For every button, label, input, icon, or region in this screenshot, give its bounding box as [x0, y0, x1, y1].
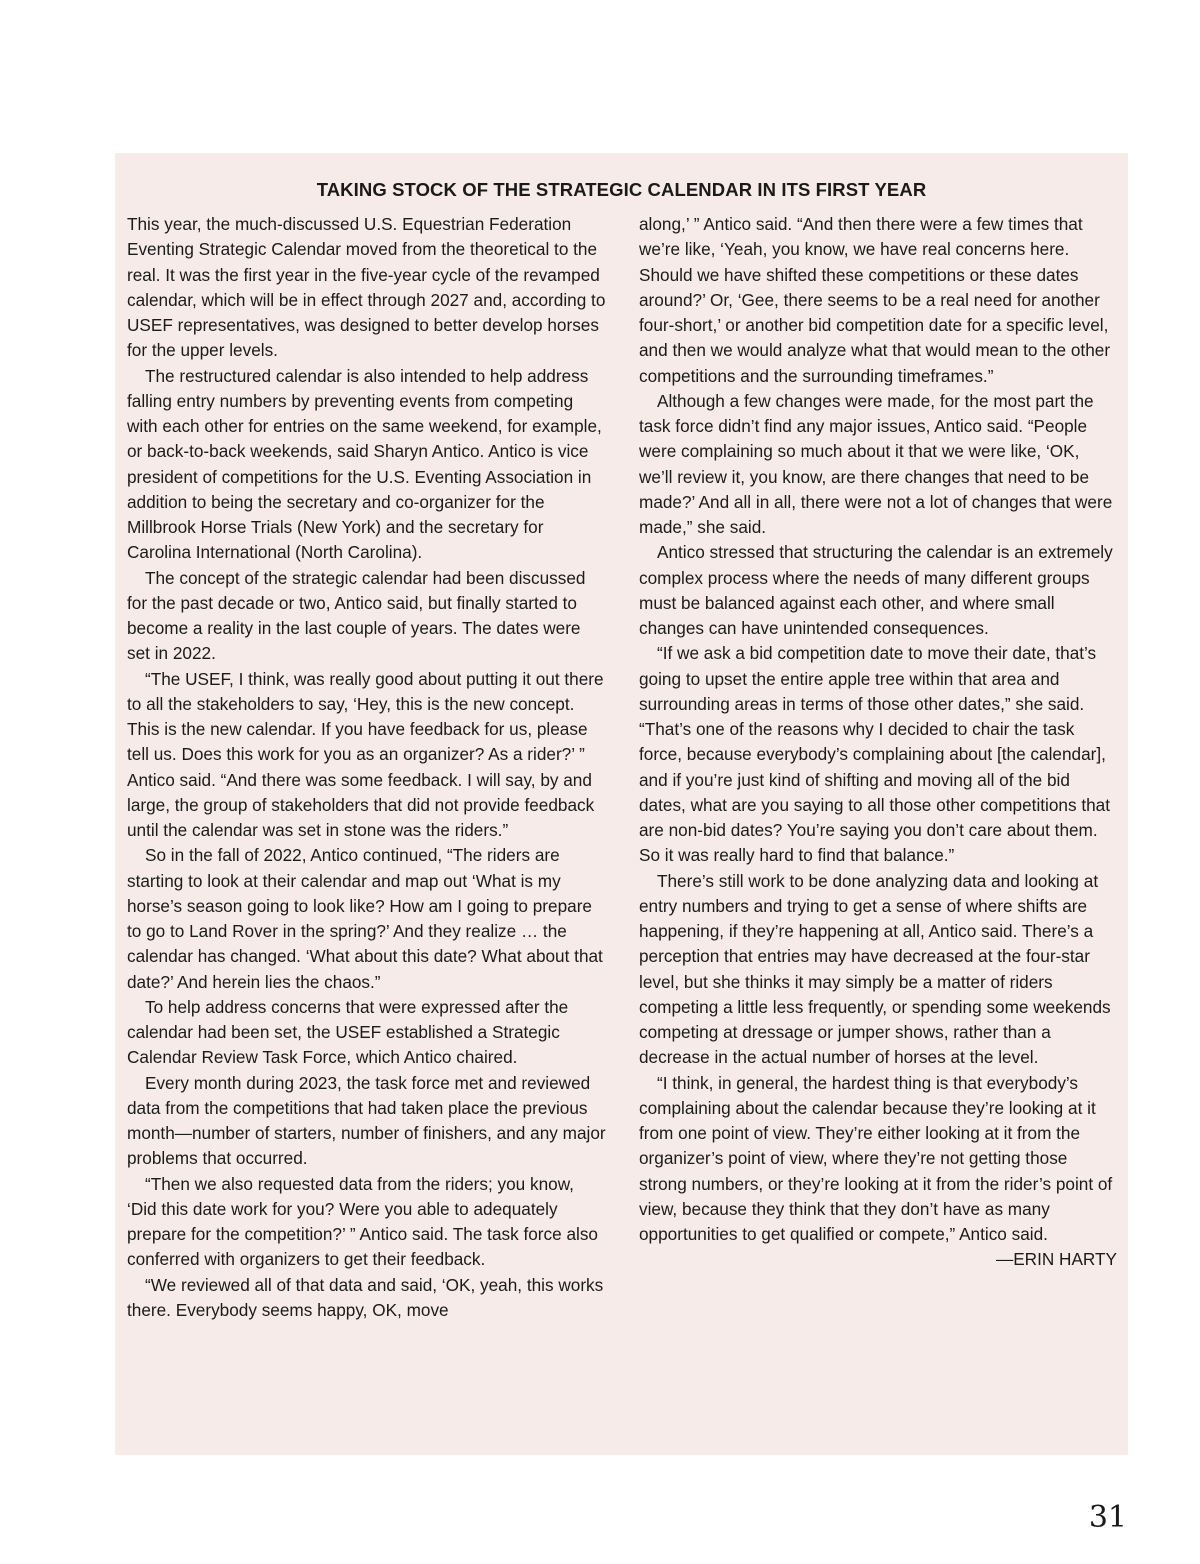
- paragraph: Although a few changes were made, for the most part the task force didn’t find any major issues, Antico said. “People were complaining so much about it that we were like, ‘OK, we’ll review it, you know, are there changes that need to be made?’ And all in all, there were not a lot of changes that were made,” she said.: [639, 390, 1113, 537]
- paragraph: Antico stressed that structuring the calendar is an extremely complex process where the needs of many different groups must be balanced against each other, and where small changes can have unintended consequences.: [639, 542, 1113, 638]
- paragraph: The concept of the strategic calendar had been discussed for the past decade or two, Antico said, but finally started to become a reality in the last couple of years. The dates were set in 2022.: [127, 567, 586, 664]
- paragraph: Every month during 2023, the task force met and reviewed data from the competitions that had taken place the previous month—number of starters, number of finishers, and any major problems that occurred.: [127, 1072, 606, 1169]
- paragraph: “Then we also requested data from the riders; you know, ‘Did this date work for you? Were you able to adequately prepare for the competition?’ ” Antico said. The task force also conferred with organizers to get their feedback.: [127, 1173, 598, 1270]
- sidebar-box: [115, 153, 1128, 1455]
- paragraph: There’s still work to be done analyzing data and looking at entry numbers and trying to get a sense of where shifts are happening, if they’re happening at all, Antico said. There’s a perception that entries may have decreased at the four-star level, but she thinks it may simply be a matter of riders competing a little less frequently, or spending some weekends competing at dressage or jumper shows, rather than a decrease in the actual number of horses at the level.: [639, 870, 1111, 1068]
- sidebar-title: TAKING STOCK OF THE STRATEGIC CALENDAR IN ITS FIRST YEAR: [316, 179, 927, 200]
- paragraph: This year, the much-discussed U.S. Equestrian Federation Eventing Strategic Calendar moved from the theoretical to the real. It was the first year in the five-year cycle of the revamped calendar, which will be in effect through 2027 and, according to USEF representatives, was designed to better develop horses for the upper levels.: [127, 214, 606, 361]
- paragraph: “The USEF, I think, was really good about putting it out there to all the stakeholders to say, ‘Hey, this is the new concept. This is the new calendar. If you have feedback for us, please tell us. Does this work for you as an organizer? As a rider?’ ” Antico said. “And there was some feedback. I will say, by and large, the group of stakeholders that did not provide feedback until the calendar was set in stone was the riders.”: [127, 668, 604, 840]
- paragraph: “We reviewed all of that data and said, ‘OK, yeah, this works there. Everybody seems happy, OK, move: [127, 1274, 604, 1320]
- paragraph: “I think, in general, the hardest thing is that everybody’s complaining about the calendar because they’re looking at it from one point of view. They’re either looking at it from the organizer’s point of view, where they’re not getting those strong numbers, or they’re looking at it from the rider’s point of view, because they think that they don’t have as many opportunities to get qualified or compete,” Antico said.: [639, 1072, 1113, 1244]
- paragraph: “If we ask a bid competition date to move their date, that’s going to upset the entire apple tree within that area and surrounding areas in terms of those other dates,” she said. “That’s one of the reasons why I decided to chair the task force, because everybody’s complaining about [the calendar], and if you’re just kind of shifting and moving all of the bid dates, what are you saying to all those other competitions that are non-bid dates? You’re saying you don’t care about them. So it was really hard to find that balance.”: [639, 643, 1111, 866]
- right-column: [639, 212, 1117, 1273]
- paragraph: So in the fall of 2022, Antico continued, “The riders are starting to look at their calendar and map out ‘What is my horse’s season going to look like? How am I going to prepare to go to Land Rover in the spring?’ And they realize … the calendar has changed. ‘What about this date? What about that date?’ And herein lies the chaos.”: [127, 845, 603, 992]
- paragraph: along,’ ” Antico said. “And then there were a few times that we’re like, ‘Yeah, you know, we have real concerns here. Should we have shifted these competitions or these dates around?’ Or, ‘Gee, there seems to be a real need for another four-short,’ or another bid competition date for a specific level, and then we would analyze what that would mean to the other competitions and the surrounding timeframes.”: [639, 214, 1111, 386]
- byline: —ERIN HARTY: [996, 1249, 1117, 1270]
- left-column: [127, 212, 607, 1323]
- paragraph: The restructured calendar is also intended to help address falling entry numbers by preventing events from competing with each other for entries on the same weekend, for example, or back-to-back weekends, said Sharyn Antico. Antico is vice president of competitions for the U.S. Eventing Association in addition to being the secretary and co-organizer for the Millbrook Horse Trials (New York) and the secretary for Carolina International (North Carolina).: [127, 365, 602, 563]
- page-number: 31: [1088, 1500, 1127, 1535]
- paragraph: To help address concerns that were expressed after the calendar had been set, the USEF established a Strategic Calendar Review Task Force, which Antico chaired.: [127, 996, 569, 1068]
